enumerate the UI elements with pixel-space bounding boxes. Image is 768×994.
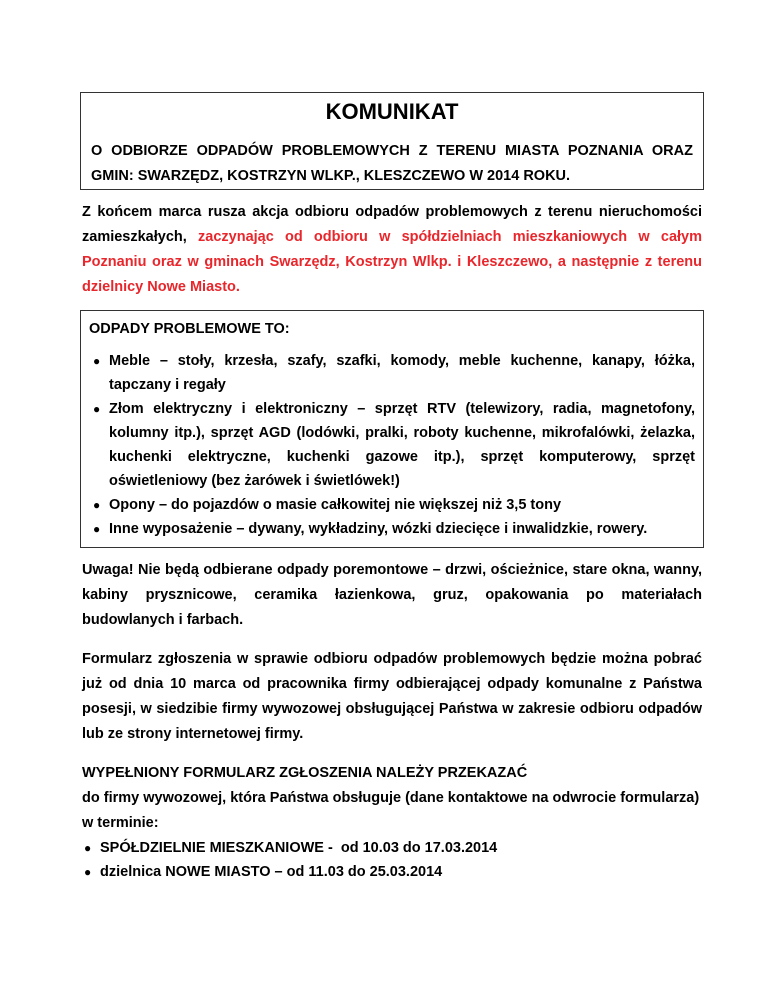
intro-highlight: zaczynając od odbioru w spółdzielniach mieszkaniowych w całym Poznaniu oraz w gminach Swarzędz, Kostrzyn Wlkp. i Kleszczewo, a następnie z terenu dzielnicy Nowe Miasto. [82, 229, 702, 295]
bullet-icon: ● [93, 498, 101, 512]
bullet-icon: ● [93, 354, 101, 368]
warning-paragraph: Uwaga! Nie będą odbierane odpady poremontowe – drzwi, ościeżnice, stare okna, wanny, kabiny prysznicowe, ceramika łazienkowa, gruz, opakowania po materiałach budowlanych i farbach. [82, 562, 702, 628]
deadline-list [80, 836, 704, 884]
submit-paragraph [80, 761, 704, 836]
submit-heading: WYPEŁNIONY FORMULARZ ZGŁOSZENIA NALEŻY PRZEKAZAĆ [82, 765, 528, 781]
form-info-paragraph: Formularz zgłoszenia w sprawie odbioru odpadów problemowych będzie można pobrać już od dnia 10 marca od pracownika firmy odbierającej odpady komunalne z Państwa posesji, w siedzibie firmy wywozowej obsługującej Państwa w zakresie odbioru odpadów lub ze strony internetowej firmy. [82, 651, 702, 742]
page-subtitle: O ODBIORZE ODPADÓW PROBLEMOWYCH Z TERENU MIASTA POZNANIA ORAZ GMIN: SWARZĘDZ, KOSTRZYN WLKP., KLESZCZEWO W 2014 ROKU. [91, 143, 693, 184]
intro-text: Z końcem marca rusza akcja odbioru odpadów problemowych z terenu nieruchomości zamieszkałych, [82, 204, 702, 245]
problem-waste-list [89, 349, 695, 541]
list-item: ● Złom elektryczny i elektroniczny – sprzęt RTV (telewizory, radia, magnetofony, kolumny itp.), sprzęt AGD (lodówki, pralki, roboty kuchenne, mikrofalówki, żelazka, kuchenki elektryczne, kuchenki gazowe itp.), sprzęt komputerowy, sprzęt oświetleniowy (bez żarówek i świetlówek!) [89, 397, 695, 493]
bullet-icon: ● [84, 841, 92, 855]
list-item: ● Meble – stoły, krzesła, szafy, szafki, komody, meble kuchenne, kanapy, łóżka, tapczany i regały [89, 349, 695, 397]
problem-waste-box [80, 310, 704, 548]
notice-document [80, 92, 704, 884]
bullet-icon: ● [84, 865, 92, 879]
header-box [80, 92, 704, 189]
page-title: KOMUNIKAT [325, 99, 459, 124]
list-item: ● Inne wyposażenie – dywany, wykładziny, wózki dziecięce i inwalidzkie, rowery. [89, 517, 695, 541]
bullet-icon: ● [93, 522, 101, 536]
list-item: ● dzielnica NOWE MIASTO – od 11.03 do 25.03.2014 [80, 860, 704, 884]
list-item: ● Opony – do pojazdów o masie całkowitej nie większej niż 3,5 tony [89, 493, 695, 517]
problem-waste-heading: ODPADY PROBLEMOWE TO: [89, 321, 290, 337]
intro-paragraph [80, 200, 704, 300]
bullet-icon: ● [93, 402, 101, 416]
submit-text: do firmy wywozowej, która Państwa obsługuje (dane kontaktowe na odwrocie formularza) w terminie: [82, 790, 700, 831]
list-item: ● SPÓŁDZIELNIE MIESZKANIOWE - od 10.03 do 17.03.2014 [80, 836, 704, 860]
header-divider [80, 189, 704, 190]
